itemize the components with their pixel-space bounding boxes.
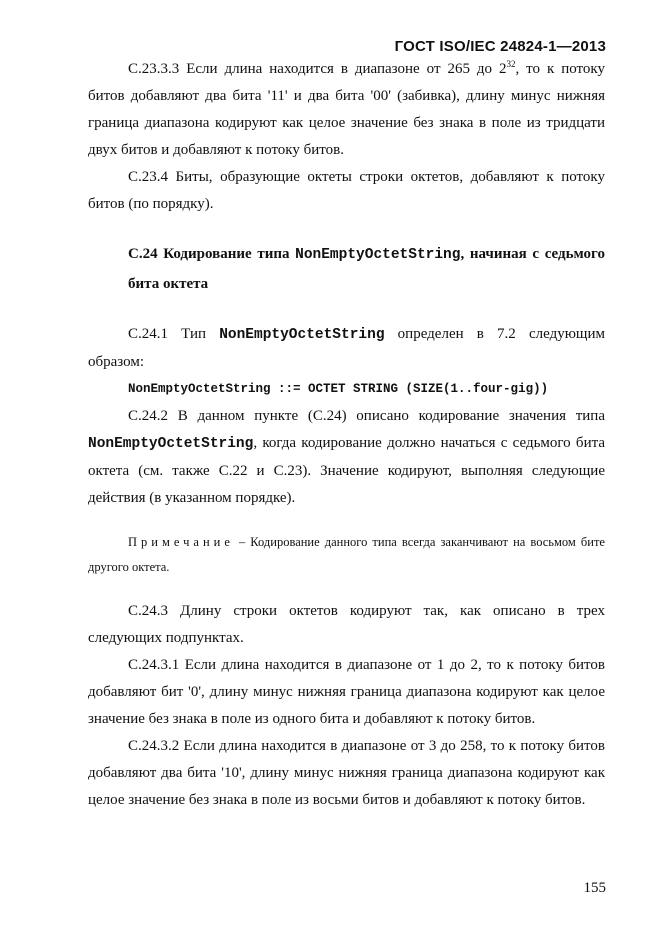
type-name: NonEmptyOctetString <box>88 436 254 452</box>
paragraph-c23-3-3 <box>88 56 605 164</box>
document-body <box>88 56 605 814</box>
section-heading-c24 <box>88 240 605 299</box>
spacer <box>88 580 605 598</box>
document-header: ГОСТ ISO/IEC 24824-1—2013 <box>394 38 606 55</box>
note-paragraph <box>88 530 605 580</box>
spacer <box>88 299 605 321</box>
page-number: 155 <box>583 880 606 896</box>
paragraph-text: С.23.3.3 Если длина находится в диапазоне от 265 до 2 <box>128 61 507 77</box>
spacer <box>88 512 605 530</box>
paragraph-c23-4: С.23.4 Биты, образующие октеты строки октетов, добавляют к потоку битов (по порядку). <box>88 169 605 212</box>
asn1-code-line: NonEmptyOctetString ::= OCTET STRING (SIZE(1..four-gig)) <box>128 382 549 396</box>
paragraph-c24-1 <box>88 321 605 376</box>
spacer <box>88 218 605 240</box>
superscript-exponent: 32 <box>506 59 516 69</box>
heading-text: , начиная с седьмого бита октета <box>128 246 605 292</box>
paragraph-text: С.24.2 В данном пункте (С.24) описано кодирование значения типа <box>128 408 605 424</box>
paragraph-text: определен в 7.2 следующим образом: <box>88 326 605 370</box>
heading-text: С.24 Кодирование типа <box>128 246 296 262</box>
paragraph-c24-3-1: С.24.3.1 Если длина находится в диапазоне от 1 до 2, то к потоку битов добавляют бит '0', длину минус нижняя граница диапазона кодируют как целое значение без знака в поле из одного бита и добавляют к потоку битов. <box>88 657 605 727</box>
paragraph-c24-3: С.24.3 Длину строки октетов кодируют так, как описано в трех следующих подпунктах. <box>88 603 605 646</box>
type-name: NonEmptyOctetString <box>219 327 385 343</box>
note-label: Примечание <box>128 535 234 549</box>
paragraph-text: , то к потоку битов добавляют два бита '11' и два бита '00' (забивка), длину минус нижняя граница диапазона кодируют как целое значение без знака в поле из тридцати двух битов и добавляют к потоку битов. <box>88 61 605 158</box>
paragraph-text: С.24.1 Тип <box>128 326 220 342</box>
paragraph-text: , когда кодирование должно начаться с седьмого бита октета (см. также С.22 и С.23). Значение кодируют, выполняя следующие действия (в указанном порядке). <box>88 435 605 506</box>
paragraph-c24-3-2: С.24.3.2 Если длина находится в диапазоне от 3 до 258, то к потоку битов добавляют два бита '10', длину минус нижняя граница диапазона кодируют как целое значение без знака в поле из восьми битов и добавляют к потоку битов. <box>88 738 605 808</box>
paragraph-c24-2 <box>88 403 605 512</box>
heading-type-name: NonEmptyOctetString <box>295 247 461 263</box>
note-text: – Кодирование данного типа всегда заканчивают на восьмом бите другого октета. <box>88 535 605 574</box>
